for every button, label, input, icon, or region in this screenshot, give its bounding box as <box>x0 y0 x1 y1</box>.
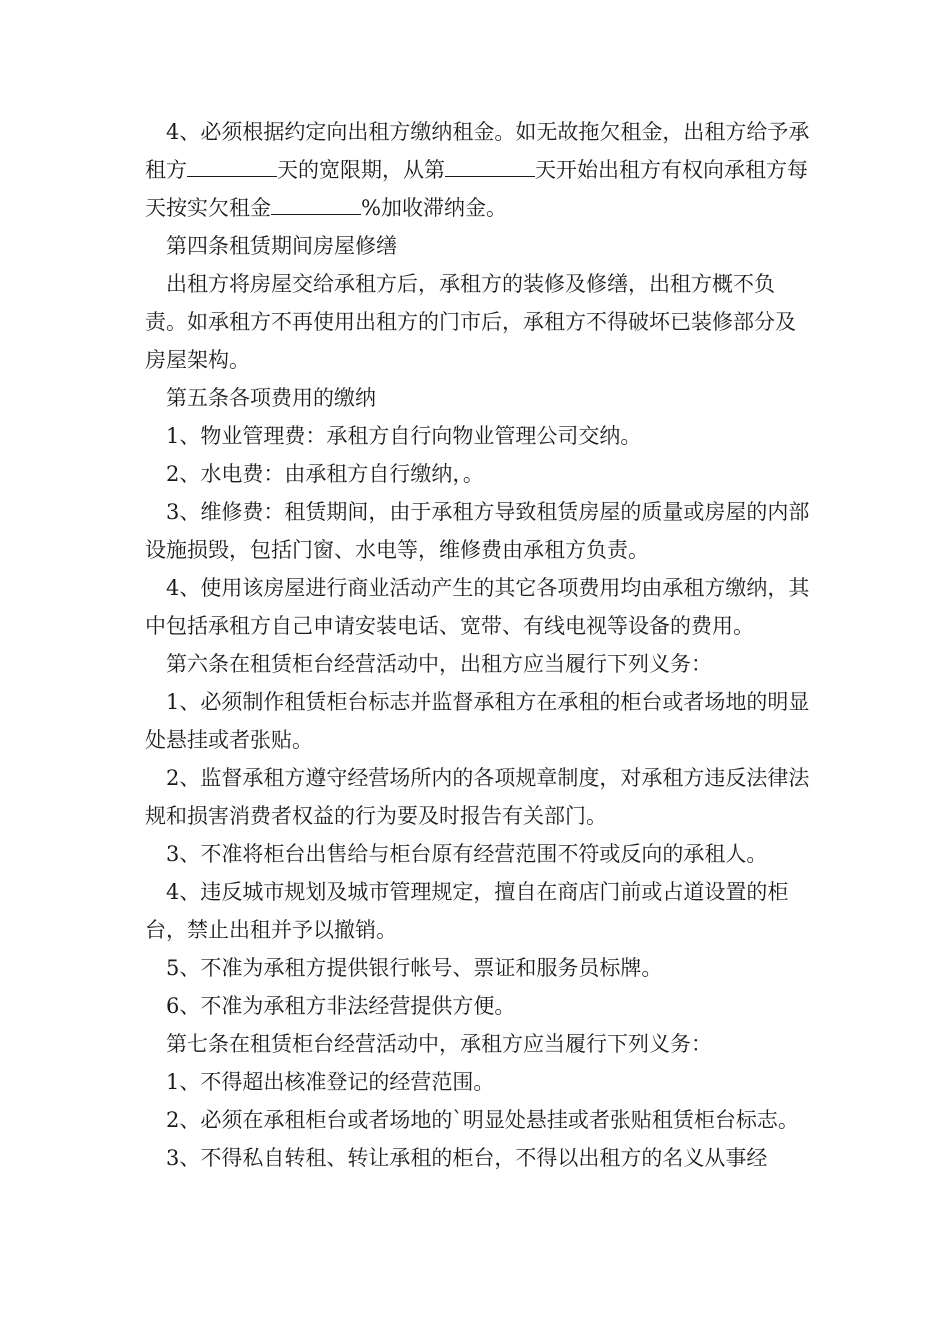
paragraph: 1、不得超出核准登记的经营范围。 <box>166 1070 495 1094</box>
paragraph-rent-payment-part4: %加收滞纳金。 <box>361 196 507 220</box>
paragraph-rent-payment-part1: 4、必须根据约定向出租方缴纳租金。如无故拖欠租金，出租方给予承租方 <box>145 120 810 182</box>
paragraph: 5、不准为承租方提供银行帐号、票证和服务员标牌。 <box>166 956 663 980</box>
paragraph-rent-payment <box>145 113 810 227</box>
section-heading-5: 第五条各项费用的缴纳 <box>166 386 376 410</box>
paragraph: 3、维修费：租赁期间，由于承租方导致租赁房屋的质量或房屋的内部设施损毁，包括门窗、水电等，维修费由承租方负责。 <box>145 500 810 562</box>
paragraph: 3、不得私自转租、转让承租的柜台，不得以出租方的名义从事经 <box>166 1146 768 1170</box>
paragraph: 2、必须在承租柜台或者场地的`明显处悬挂或者张贴租赁柜台标志。 <box>166 1108 799 1132</box>
start-day-blank <box>445 156 535 177</box>
paragraph-rent-payment-part2: 天的宽限期，从第 <box>277 158 445 182</box>
paragraph: 2、水电费：由承租方自行缴纳，。 <box>166 462 484 486</box>
paragraph: 6、不准为承租方非法经营提供方便。 <box>166 994 516 1018</box>
paragraph: 3、不准将柜台出售给与柜台原有经营范围不符或反向的承租人。 <box>166 842 768 866</box>
section-heading-4: 第四条租赁期间房屋修缮 <box>166 234 397 258</box>
section-heading-7: 第七条在租赁柜台经营活动中，承租方应当履行下列义务： <box>166 1032 712 1056</box>
paragraph: 1、必须制作租赁柜台标志并监督承租方在承租的柜台或者场地的明显处悬挂或者张贴。 <box>145 690 810 752</box>
grace-days-blank <box>187 156 277 177</box>
paragraph: 1、物业管理费：承租方自行向物业管理公司交纳。 <box>166 424 642 448</box>
paragraph: 出租方将房屋交给承租方后，承租方的装修及修缮，出租方概不负责。如承租方不再使用出租方的门市后，承租方不得破坏已装修部分及房屋架构。 <box>145 272 796 372</box>
paragraph: 2、监督承租方遵守经营场所内的各项规章制度，对承租方违反法律法规和损害消费者权益的行为要及时报告有关部门。 <box>145 766 810 828</box>
paragraph: 4、使用该房屋进行商业活动产生的其它各项费用均由承租方缴纳，其中包括承租方自己申请安装电话、宽带、有线电视等设备的费用。 <box>145 576 810 638</box>
document-body <box>145 113 810 1177</box>
paragraph: 4、违反城市规划及城市管理规定，擅自在商店门前或占道设置的柜台，禁止出租并予以撤销。 <box>145 880 789 942</box>
late-fee-percent-blank <box>271 194 361 215</box>
section-heading-6: 第六条在租赁柜台经营活动中，出租方应当履行下列义务： <box>166 652 712 676</box>
paragraph-rent-payment-part3: 天开始出租方有权向承租方每天按实欠租金 <box>145 158 808 220</box>
